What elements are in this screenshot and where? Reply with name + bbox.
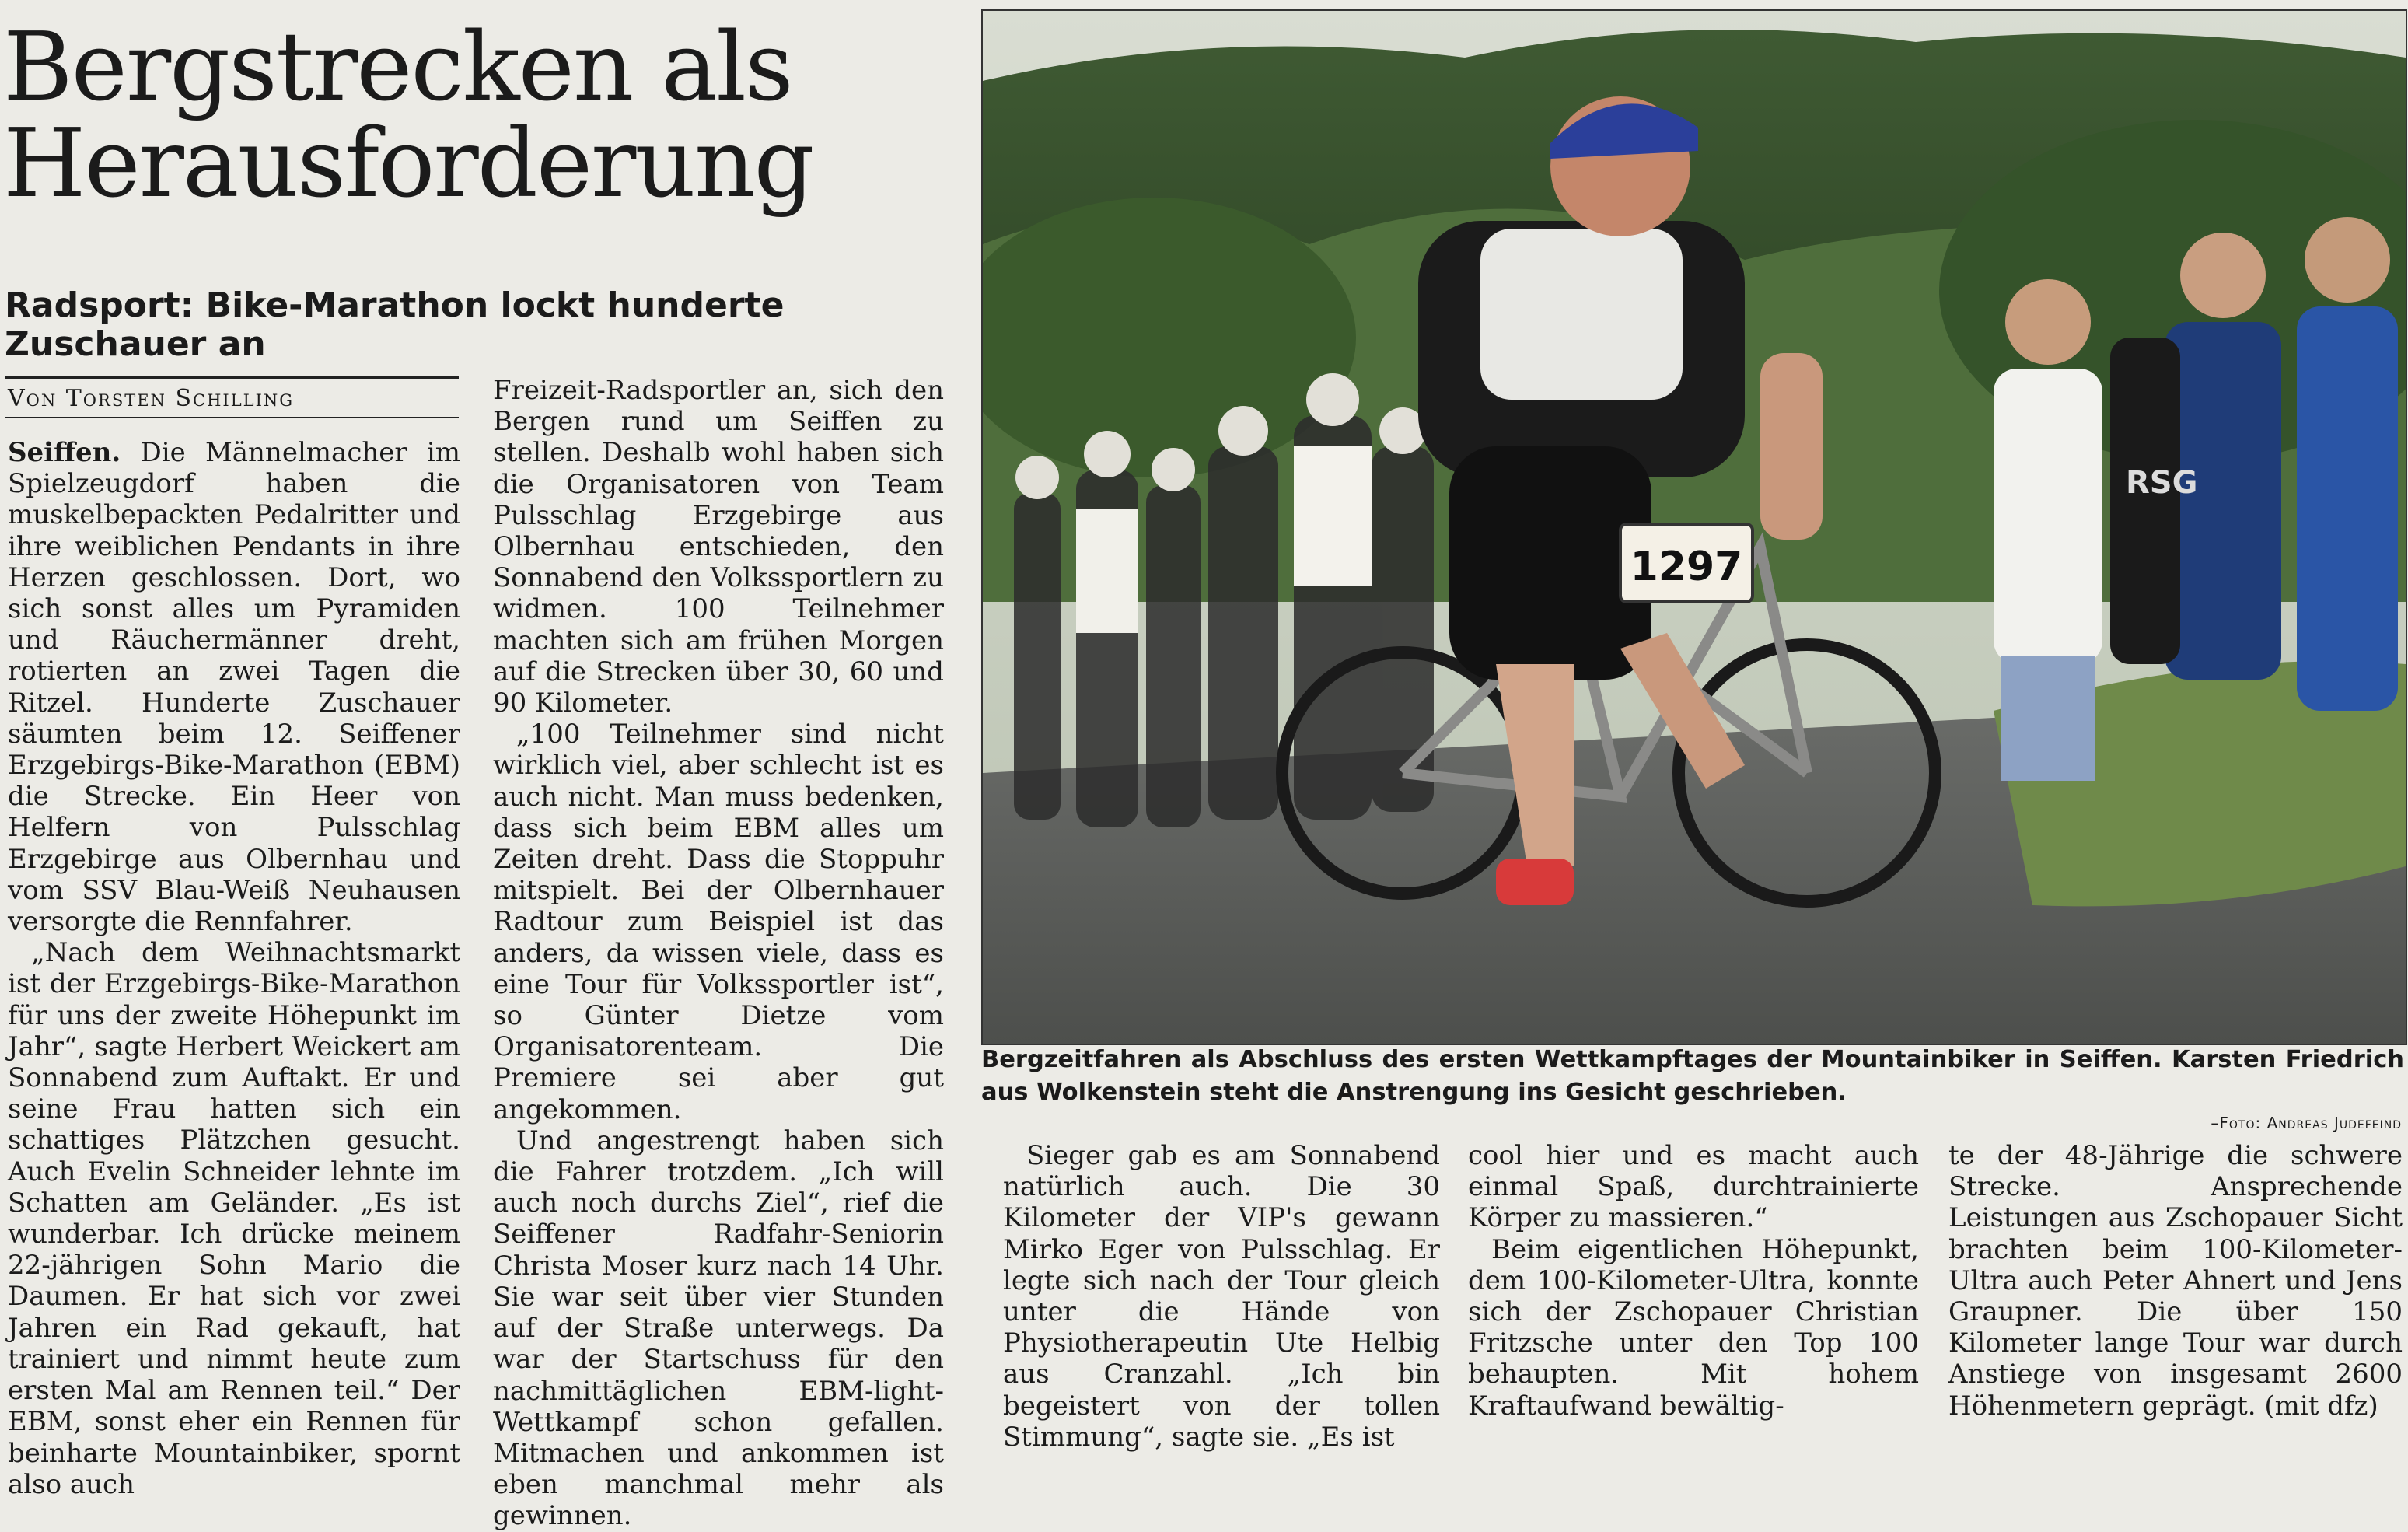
paragraph: „Nach dem Weihnachtsmarkt ist der Erzgebirgs-Bike-Marathon für uns der zweite Höhepunkt im Jahr“, sagte Herbert Weickert am Sonnabend zum Auftakt. Er und seine Frau hatten sich ein schattiges Plätzchen gesucht. Auch Evelin Schneider lehnte im Schatten am Geländer. „Es ist wunderbar. Ich drücke meinem 22-jährigen Sohn Mario die Daumen. Er hat sich vor zwei Jahren ein Rad gekauft, hat trainiert und nimmt heute zum ersten Mal am Rennen teil.“ Der EBM, sonst eher ein Rennen für beinharte Mountainbiker, spornt also auch <box>8 937 460 1500</box>
headline <box>3 12 959 219</box>
subheadline: Radsport: Bike-Marathon lockt hunderte Zuschauer an <box>5 285 785 364</box>
article-column-5 <box>1948 1140 2403 1422</box>
photo-credit: –Foto: Andreas Judefeind <box>2211 1114 2402 1132</box>
photo-caption: Bergzeitfahren als Abschluss des ersten Wettkampftages der Mountainbiker in Seiffen. Karsten Friedrich aus Wolkenstein steht die Anstrengung ins Gesicht geschrieben. <box>981 1046 2404 1106</box>
dateline: Seiffen. <box>8 437 121 468</box>
shirt-text: RSG <box>2126 465 2198 501</box>
article-column-3 <box>1003 1140 1440 1453</box>
paragraph: Sieger gab es am Sonnabend natürlich auch. Die 30 Kilometer der VIP's gewann Mirko Eger von Pulsschlag. Er legte sich nach der Tour gleich unter die Hände von Physiotherapeutin Ute Helbig aus Cranzahl. „Ich bin begeistert von der tollen Stimmung“, sagte sie. „Es ist <box>1003 1140 1440 1453</box>
article-photo <box>981 9 2407 1045</box>
paragraph-text: Die Männelmacher im Spielzeugdorf haben die muskelbepackten Pedalritter und ihre weiblichen Pendants in ihre Herzen geschlossen. Dort, wo sich sonst alles um Pyramiden und Räuchermänner dreht, rotierten an zwei Tagen die Ritzel. Hunderte Zuschauer säumten beim 12. Seiffener Erzgebirgs-Bike-Marathon (EBM) die Strecke. Ein Heer von Helfern von Pulsschlag Erzgebirge aus Olbernhau und vom SSV Blau-Weiß Neuhausen versorgte die Rennfahrer. <box>8 437 460 938</box>
paragraph: Beim eigentlichen Höhepunkt, dem 100-Kilometer-Ultra, konnte sich der Zschopauer Christian Fritzsche unter den Top 100 behaupten. Mit hohem Kraftaufwand bewältig- <box>1468 1233 1919 1422</box>
paragraph: Freizeit-Radsportler an, sich den Bergen rund um Seiffen zu stellen. Deshalb wohl haben sich die Organisatoren von Team Pulsschlag Erzgebirge aus Olbernhau entschieden, den Sonnabend den Volkssportlern zu widmen. 100 Teilnehmer machten sich am frühen Morgen auf die Strecken über 30, 60 und 90 Kilometer. <box>493 375 944 719</box>
paragraph: cool hier und es macht auch einmal Spaß, durchtrainierte Körper zu massieren.“ <box>1468 1140 1919 1234</box>
headline-line-1: Bergstrecken als <box>3 12 792 122</box>
article-column-4 <box>1468 1140 1919 1422</box>
headline-line-2: Herausforderung <box>3 108 813 219</box>
article-column-1 <box>8 437 460 1500</box>
byline: Von Torsten Schilling <box>5 376 459 418</box>
paragraph: Und angestrengt haben sich die Fahrer trotzdem. „Ich will auch noch durchs Ziel“, rief die Seiffener Radfahr-Seniorin Christa Moser kurz nach 14 Uhr. Sie war seit über vier Stunden auf der Straße unterwegs. Da war der Startschuss für den nachmittäglichen EBM-light-Wettkampf schon gefallen. Mitmachen und ankommen ist eben manchmal mehr als gewinnen. <box>493 1125 944 1532</box>
bib-number: 1297 <box>1630 544 1743 590</box>
paragraph <box>8 437 460 937</box>
article-column-2 <box>493 375 944 1532</box>
paragraph: „100 Teilnehmer sind nicht wirklich viel, aber schlecht ist es auch nicht. Man muss bedenken, dass sich beim EBM alles um Zeiten dreht. Dass die Stoppuhr mitspielt. Bei der Olbernhauer Radtour zum Beispiel ist das anders, da wissen viele, dass es eine Tour für Volkssportler ist“, so Günter Dietze vom Organisatorenteam. Die Premiere sei aber gut angekommen. <box>493 719 944 1125</box>
paragraph: te der 48-Jährige die schwere Strecke. Ansprechende Leistungen aus Zschopauer Sicht brachten beim 100-Kilometer-Ultra auch Peter Ahnert und Jens Graupner. Die über 150 Kilometer lange Tour war durch Anstiege von insgesamt 2600 Höhenmetern geprägt. (mit dfz) <box>1948 1140 2403 1422</box>
